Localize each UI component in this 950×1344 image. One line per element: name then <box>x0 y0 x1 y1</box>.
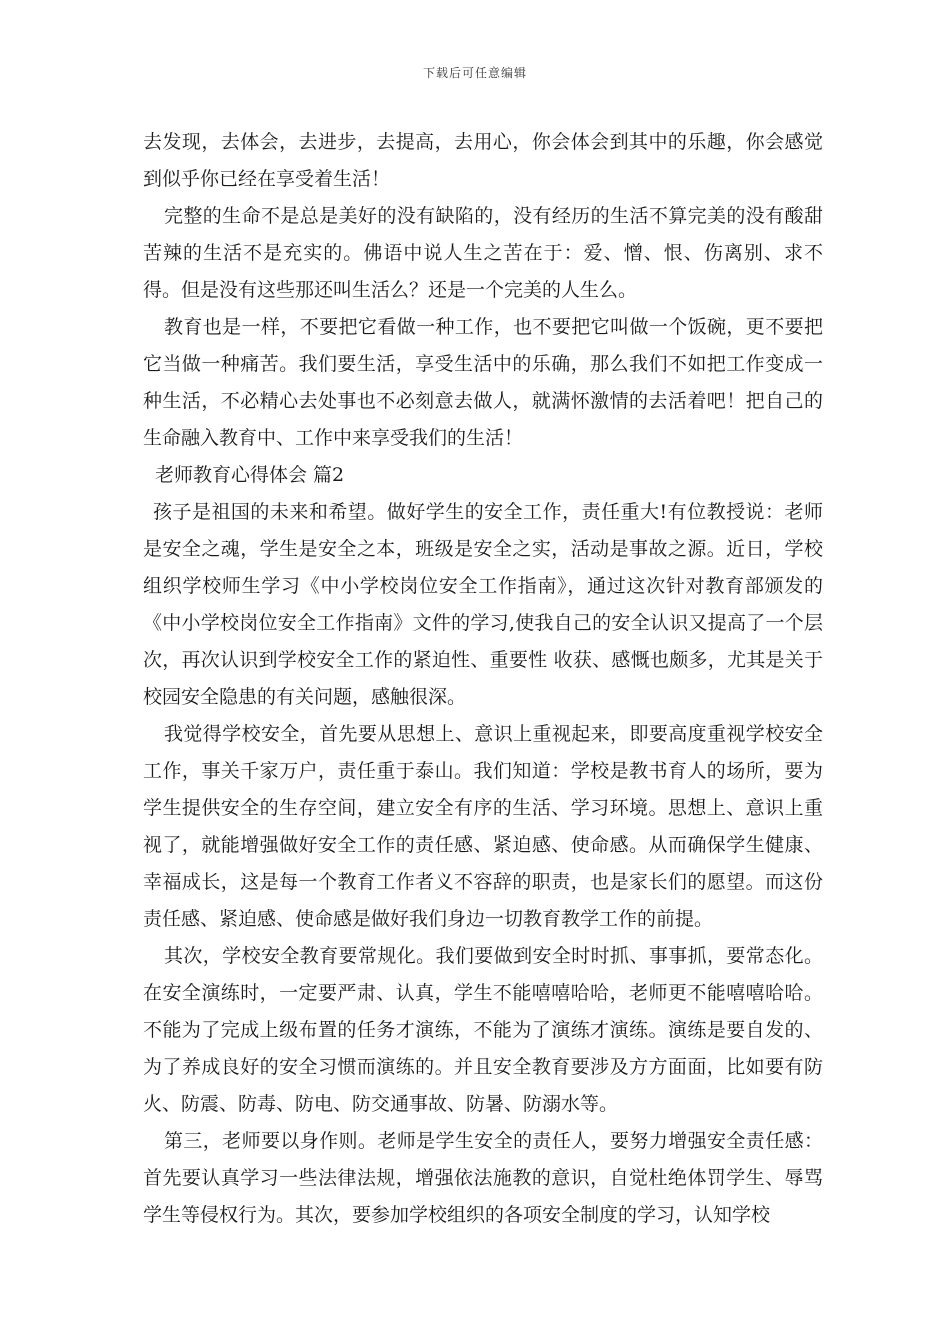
paragraph-education: 教育也是一样，不要把它看做一种工作，也不要把它叫做一个饭碗，更不要把它当做一种痛苦。我们要生活，享受生活中的乐确，那么我们不如把工作变成一种生活，不必精心去处事也不必刻意去做人，就满怀激情的去活着吧！把自己的生命融入教育中、工作中来享受我们的生活！ <box>143 316 823 449</box>
paragraph-continuation: 去发现，去体会，去进步，去提高，去用心，你会体会到其中的乐趣，你会感觉到似乎你已经在享受着生活！ <box>143 131 823 190</box>
section-title: 老师教育心得体会 篇2 <box>155 464 345 486</box>
download-note: 下载后可任意编辑 <box>422 66 527 80</box>
document-body <box>143 124 823 1234</box>
paragraph-safety-third: 第三，老师要以身作则。老师是学生安全的责任人，要努力增强安全责任感：首先要认真学习一些法律法规，增强依法施教的意识，自觉杜绝体罚学生、辱骂学生等侵权行为。其次，要参加学校组织的各项安全制度的学习，认知学校 <box>143 1130 823 1226</box>
paragraph-safety-second: 其次，学校安全教育要常规化。我们要做到安全时时抓、事事抓，要常态化。在安全演练时，一定要严肃、认真，学生不能嘻嘻哈哈，老师更不能嘻嘻哈哈。不能为了完成上级布置的任务才演练，不能为了演练才演练。演练是要自发的、为了养成良好的安全习惯而演练的。并且安全教育要涉及方方面面，比如要有防火、防震、防毒、防电、防交通事故、防暑、防溺水等。 <box>143 945 823 1115</box>
paragraph-safety-first: 我觉得学校安全，首先要从思想上、意识上重视起来，即要高度重视学校安全工作，事关千家万户，责任重于泰山。我们知道：学校是教书育人的场所，要为学生提供安全的生存空间，建立安全有序的生活、学习环境。思想上、意识上重视了，就能增强做好安全工作的责任感、紧迫感、使命感。从而确保学生健康、幸福成长，这是每一个教育工作者义不容辞的职责，也是家长们的愿望。而这份责任感、紧迫感、使命感是做好我们身边一切教育教学工作的前提。 <box>143 723 823 930</box>
paragraph-life: 完整的生命不是总是美好的没有缺陷的，没有经历的生活不算完美的没有酸甜苦辣的生活不是充实的。佛语中说人生之苦在于：爱、憎、恨、伤离别、求不得。但是没有这些那还叫生活么？还是一个完美的人生么。 <box>143 205 823 301</box>
paragraph-safety-intro: 孩子是祖国的未来和希望。做好学生的安全工作，责任重大!有位教授说：老师是安全之魂，学生是安全之本，班级是安全之实，活动是事故之源。近日，学校组织学校师生学习《中小学校岗位安全工作指南》，通过这次针对教育部颁发的《中小学校岗位安全工作指南》文件的学习,使我自己的安全认识又提高了一个层次，再次认识到学校安全工作的紧迫性、重要性 收获、感慨也颇多，尤其是关于校园安全隐患的有关问题，感触很深。 <box>143 501 823 708</box>
